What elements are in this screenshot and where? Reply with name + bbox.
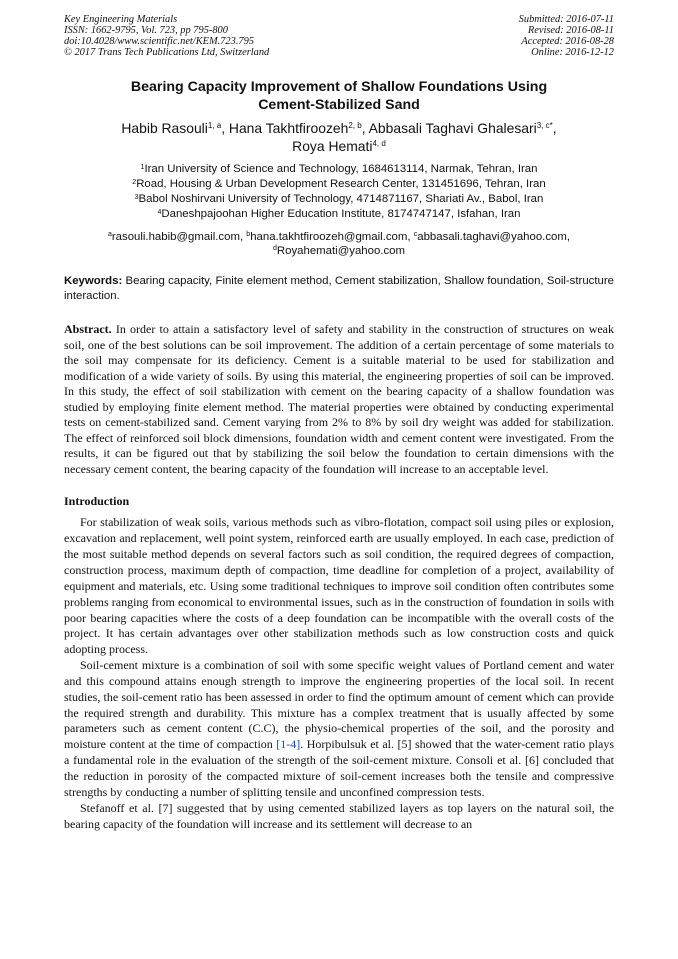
body-paragraph: Soil-cement mixture is a combination of soil with some specific weight values of Portland cement and water and this compound attains enough strength to improve the engineering properties of the local soil. In recent studies, the soil-cement ratio has been assessed in order to find the optimum amount of cement which can provide the required strength and durability. This mixture has a complex treatment that is usually affected by some parameters such as cement content (C.C), the physio-chemical properties of the soil, and the porosity and moisture content at the time of compaction [1-4]. Horpibulsuk et al. [5] showed that the water-cement ratio plays a fundamental role in the evaluation of the strength of the soil-cement mixture. Consoli et al. [6] concluded that the reduction in porosity of the compacted mixture of soil-cement increases both the tensile and compressive strengths by conducting a number of splitting tensile and unconfined compression tests. xyxy=(64,658,614,799)
issn: ISSN: 1662-9795, Vol. 723, pp 795-800 xyxy=(64,25,228,36)
author-affiliation-mark: 3, c* xyxy=(536,121,553,130)
submitted-date: Submitted: 2016-07-11 xyxy=(518,14,614,25)
keywords-label: Keywords: xyxy=(64,275,123,287)
author-affiliation-mark: 2, b xyxy=(348,121,362,130)
abstract-text: In order to attain a satisfactory level of safety and stability in the construction of structures on weak soil, one of the best solutions can be soil improvement. The addition of a certain percentage of some materials to the soil may compensate for its deficiency. Cement is a suitable material to be used for stabilization and modification of a wide variety of soils. By using this material, the engineering properties of soil can be improved. In this study, the effect of soil stabilization with cement on the bearing capacity of a shallow foundation was studied by employing finite element method. The material properties were obtained by conducting experimental tests on cement-stabilized sand. Cement varying from 2% to 8% by soil dry weight was added for stabilization. The effect of reinforced soil block dimensions, foundation width and cement content were investigated. From the results, it can be figured out that by stabilizing the soil below the foundation to certain dimensions with the necessary cement content, the bearing capacity of the foundation will increase to an acceptable level. xyxy=(64,322,615,476)
author-name: Habib Rasouli xyxy=(121,120,208,136)
revised-date: Revised: 2016-08-11 xyxy=(527,25,614,36)
paper-page xyxy=(64,14,614,832)
email-address: rasouli.habib@gmail.com xyxy=(111,231,240,243)
citation-link[interactable]: [1-4] xyxy=(276,737,301,752)
running-header xyxy=(64,14,614,58)
title-line-1: Bearing Capacity Improvement of Shallow Foundations Using xyxy=(130,79,548,95)
keywords xyxy=(64,274,614,304)
author-affiliation-mark: 1, a xyxy=(207,121,222,130)
author-name: Roya Hemati xyxy=(292,138,373,154)
author-name: Hana Takhtfiroozeh xyxy=(228,120,349,136)
journal-info xyxy=(64,14,269,58)
keywords-text: Bearing capacity, Finite element method, Cement stabilization, Shallow foundation, Soil-structure interaction. xyxy=(64,275,614,302)
affiliation-line: $^1$Iran University of Science and Technology, 1684613114, Narmak, Tehran, Iran xyxy=(140,163,538,175)
email-address: abbasali.taghavi@yahoo.com xyxy=(417,231,567,243)
affiliation-line: $^4$Daneshpajoohan Higher Education Institute, 8174747147, Isfahan, Iran xyxy=(157,208,521,220)
body-paragraph: Stefanoff et al. [7] suggested that by using cemented stabilized layers as top layers on the natural soil, the bearing capacity of the foundation will increase and its settlement will decrease to an xyxy=(64,800,614,831)
author-name: Abbasali Taghavi Ghalesari xyxy=(368,120,537,136)
title-line-2: Cement-Stabilized Sand xyxy=(258,97,420,113)
affiliations xyxy=(64,162,614,222)
journal-name: Key Engineering Materials xyxy=(64,14,178,25)
publication-dates xyxy=(519,14,614,58)
email-address: Royahemati@yahoo.com xyxy=(276,245,405,257)
paper-title xyxy=(64,78,614,114)
copyright: © 2017 Trans Tech Publications Ltd, Switzerland xyxy=(64,47,270,58)
affiliation-line: $^2$Road, Housing & Urban Development Research Center, 131451696, Tehran, Iran xyxy=(132,178,546,190)
affiliation-line: $^3$Babol Noshirvani University of Technology, 4714871167, Shariati Av., Babol, Iran xyxy=(134,193,544,205)
doi: doi:10.4028/www.scientific.net/KEM.723.795 xyxy=(64,36,254,47)
accepted-date: Accepted: 2016-08-28 xyxy=(521,36,614,47)
abstract xyxy=(64,322,614,477)
section-heading: Introduction xyxy=(64,494,130,509)
body-paragraph: For stabilization of weak soils, various methods such as vibro-flotation, compact soil using piles or explosion, excavation and replacement, well point system, reinforced earth are usually employed. In each case, prediction of the most suitable method depends on several factors such as soil condition, the required degrees of compaction, construction process, maximum depth of compaction, time deadline for completion of a project, availability of equipment and materials, etc. Using some traditional techniques to improve soil condition often contributes some problems ranging from economical to environmental issues, such as in the construction of foundation in soils with poor bearing capacities where the costs of a deep foundation can be incompatible with the overall costs of the project. It has certain advantages over other stabilization methods such as low construction costs and quick adopting process. xyxy=(64,515,614,657)
author-list: Habib Rasouli$^{1, a}$, Hana Takhtfiroozeh$^{2, b}$, Abbasali Taghavi Ghalesari$^{3, c*}$, Roya Hemati$^{4, d}$ xyxy=(121,120,557,154)
online-date: Online: 2016-12-12 xyxy=(531,47,614,58)
email-address: hana.takhtfiroozeh@gmail.com xyxy=(250,231,408,243)
abstract-label: Abstract. xyxy=(64,322,112,336)
author-affiliation-mark: 4, d xyxy=(372,139,386,148)
author-emails: $^a$rasouli.habib@gmail.com, $^b$hana.takhtfiroozeh@gmail.com, $^c$abbasali.taghavi@yahoo.com, $^d$Royahemati@yahoo.com xyxy=(107,231,571,257)
